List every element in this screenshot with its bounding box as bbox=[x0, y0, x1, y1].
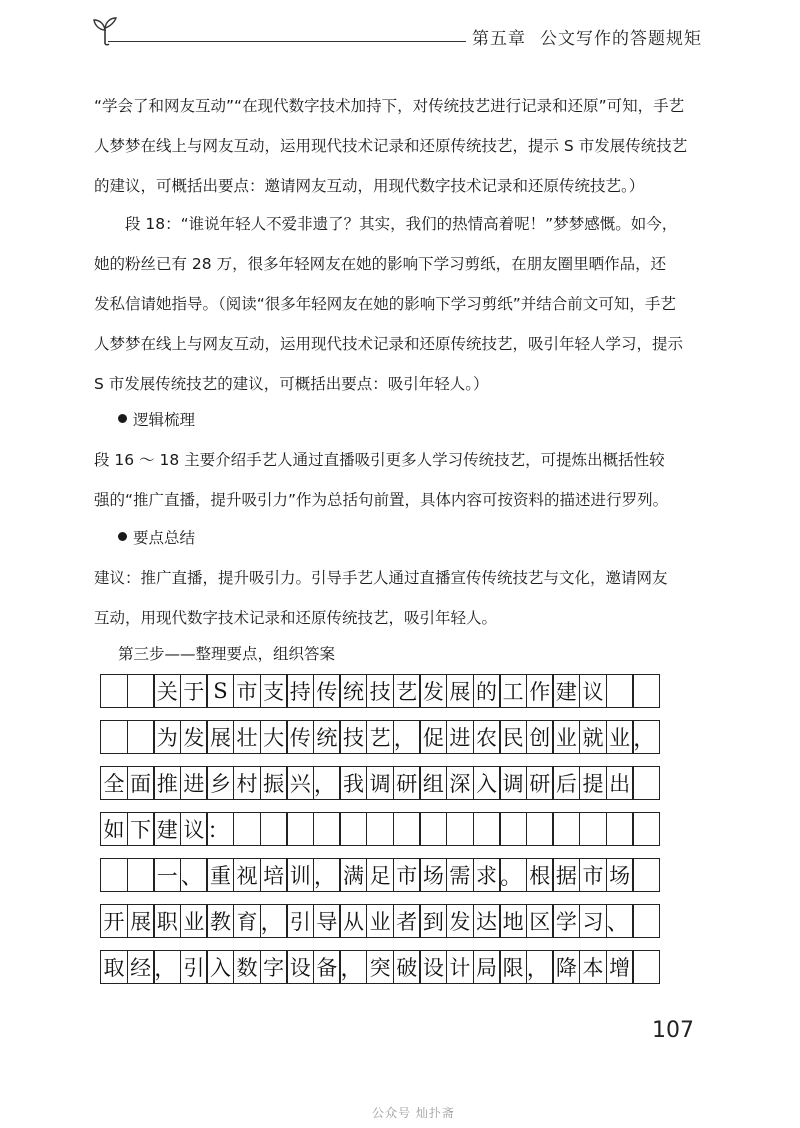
grid-cell: 村 bbox=[233, 766, 261, 800]
grid-cell: 调 bbox=[499, 766, 527, 800]
grid-cell: ， bbox=[313, 858, 341, 892]
grid-cell: 业 bbox=[366, 904, 394, 938]
grid-cell: ， bbox=[632, 720, 660, 754]
grid-cell: 展 bbox=[206, 720, 234, 754]
bullet-label: 要点总结 bbox=[133, 529, 196, 547]
grid-cell: 需 bbox=[446, 858, 474, 892]
grid-cell: 视 bbox=[233, 858, 261, 892]
grid-cell: ： bbox=[206, 812, 234, 846]
grid-cell: ， bbox=[313, 766, 341, 800]
grid-cell: ， bbox=[153, 950, 181, 984]
grid-cell bbox=[366, 812, 394, 846]
grid-cell: 开 bbox=[100, 904, 128, 938]
grid-cell: 统 bbox=[313, 720, 341, 754]
grid-cell: 展 bbox=[127, 904, 155, 938]
grid-cell: 统 bbox=[339, 674, 367, 708]
grid-cell: 出 bbox=[606, 766, 634, 800]
text-line: 发私信请她指导。（阅读“很多年轻网友在她的影响下学习剪纸”并结合前文可知，手艺 bbox=[94, 295, 676, 313]
grid-row bbox=[100, 766, 688, 800]
grid-cell: 如 bbox=[100, 812, 128, 846]
grid-cell: 业 bbox=[606, 720, 634, 754]
grid-cell: 就 bbox=[579, 720, 607, 754]
grid-cell bbox=[632, 858, 660, 892]
grid-cell: 全 bbox=[100, 766, 128, 800]
grid-cell bbox=[552, 812, 580, 846]
grid-cell: 求 bbox=[473, 858, 501, 892]
grid-cell: 创 bbox=[526, 720, 554, 754]
grid-cell: 研 bbox=[393, 766, 421, 800]
header-rule bbox=[108, 41, 466, 42]
grid-cell bbox=[473, 812, 501, 846]
grid-cell bbox=[260, 812, 288, 846]
grid-cell: 研 bbox=[526, 766, 554, 800]
grid-cell: 育 bbox=[233, 904, 261, 938]
grid-cell: 后 bbox=[552, 766, 580, 800]
bullet-dot-icon bbox=[118, 532, 127, 541]
running-head bbox=[472, 24, 702, 49]
grid-cell: 的 bbox=[473, 674, 501, 708]
text-line: 强的“推广直播，提升吸引力”作为总括句前置，具体内容可按资料的描述进行罗列。 bbox=[94, 491, 669, 509]
text-line: 她的粉丝已有 28 万，很多年轻网友在她的影响下学习剪纸，在朋友圈里晒作品，还 bbox=[94, 255, 667, 273]
grid-cell: 设 bbox=[419, 950, 447, 984]
text-line: S 市发展传统技艺的建议，可概括出要点：吸引年轻人。） bbox=[94, 375, 489, 393]
paragraph-4 bbox=[94, 558, 694, 638]
grid-cell: 市 bbox=[233, 674, 261, 708]
grid-cell bbox=[313, 812, 341, 846]
grid-cell: 持 bbox=[286, 674, 314, 708]
grid-cell: ， bbox=[260, 904, 288, 938]
page-header bbox=[0, 0, 800, 60]
grid-row bbox=[100, 950, 688, 984]
paragraph-3 bbox=[94, 440, 694, 520]
grid-cell: 一 bbox=[153, 858, 181, 892]
grid-cell bbox=[127, 858, 155, 892]
paragraph-1 bbox=[94, 86, 694, 206]
grid-cell: 支 bbox=[260, 674, 288, 708]
grid-cell: 传 bbox=[286, 720, 314, 754]
bullet-summary bbox=[118, 526, 195, 548]
grid-row bbox=[100, 812, 688, 846]
grid-cell bbox=[632, 950, 660, 984]
grid-cell: 业 bbox=[552, 720, 580, 754]
grid-cell: 壮 bbox=[233, 720, 261, 754]
grid-cell: 足 bbox=[366, 858, 394, 892]
grid-cell: 满 bbox=[339, 858, 367, 892]
chapter-title: 公文写作的答题规矩 bbox=[540, 29, 702, 49]
text-line: 人梦梦在线上与网友互动，运用现代技术记录和还原传统技艺，提示 S 市发展传统技艺 bbox=[94, 137, 688, 155]
grid-cell: 到 bbox=[419, 904, 447, 938]
grid-cell: 展 bbox=[446, 674, 474, 708]
grid-cell: 场 bbox=[419, 858, 447, 892]
grid-cell bbox=[419, 812, 447, 846]
grid-cell bbox=[632, 766, 660, 800]
grid-cell bbox=[579, 812, 607, 846]
grid-cell bbox=[632, 812, 660, 846]
grid-cell: 经 bbox=[127, 950, 155, 984]
grid-cell: 重 bbox=[206, 858, 234, 892]
grid-cell: 提 bbox=[579, 766, 607, 800]
text-line: 互动，用现代数字技术记录和还原传统技艺，吸引年轻人。 bbox=[94, 609, 498, 627]
grid-cell: 工 bbox=[499, 674, 527, 708]
grid-cell bbox=[632, 674, 660, 708]
grid-cell: 艺 bbox=[366, 720, 394, 754]
grid-cell: 关 bbox=[153, 674, 181, 708]
grid-cell: 降 bbox=[552, 950, 580, 984]
grid-cell: 字 bbox=[260, 950, 288, 984]
grid-cell: 职 bbox=[153, 904, 181, 938]
grid-cell bbox=[499, 812, 527, 846]
grid-cell bbox=[339, 812, 367, 846]
grid-row bbox=[100, 720, 688, 754]
grid-cell: 习 bbox=[579, 904, 607, 938]
grid-cell: 乡 bbox=[206, 766, 234, 800]
grid-cell: 于 bbox=[180, 674, 208, 708]
grid-cell: 议 bbox=[180, 812, 208, 846]
grid-cell: 议 bbox=[579, 674, 607, 708]
grid-cell: 技 bbox=[339, 720, 367, 754]
grid-cell: 建 bbox=[153, 812, 181, 846]
grid-cell: 建 bbox=[552, 674, 580, 708]
grid-cell: 为 bbox=[153, 720, 181, 754]
grid-cell: 教 bbox=[206, 904, 234, 938]
grid-cell: 区 bbox=[526, 904, 554, 938]
grid-cell bbox=[393, 812, 421, 846]
grid-cell bbox=[632, 904, 660, 938]
sprout-icon bbox=[88, 14, 122, 48]
grid-cell bbox=[127, 674, 155, 708]
grid-cell: 振 bbox=[260, 766, 288, 800]
grid-cell: 达 bbox=[473, 904, 501, 938]
grid-cell bbox=[100, 858, 128, 892]
grid-cell bbox=[100, 720, 128, 754]
grid-cell: 我 bbox=[339, 766, 367, 800]
grid-cell: 兴 bbox=[286, 766, 314, 800]
page-number: 107 bbox=[652, 1018, 694, 1043]
grid-cell: 地 bbox=[499, 904, 527, 938]
grid-cell: 作 bbox=[526, 674, 554, 708]
bullet-logic bbox=[118, 408, 195, 430]
grid-row bbox=[100, 674, 688, 708]
text-line: 建议：推广直播，提升吸引力。引导手艺人通过直播宣传传统技艺与文化，邀请网友 bbox=[94, 569, 668, 587]
grid-cell: 推 bbox=[153, 766, 181, 800]
grid-cell: 引 bbox=[180, 950, 208, 984]
grid-row bbox=[100, 904, 688, 938]
grid-cell: 场 bbox=[606, 858, 634, 892]
text-line: “学会了和网友互动”“在现代数字技术加持下，对传统技艺进行记录和还原”可知，手艺 bbox=[94, 97, 685, 115]
grid-cell bbox=[446, 812, 474, 846]
grid-cell: 取 bbox=[100, 950, 128, 984]
grid-cell: 导 bbox=[313, 904, 341, 938]
paragraph-2 bbox=[94, 204, 694, 404]
grid-cell: 者 bbox=[393, 904, 421, 938]
grid-cell: 限 bbox=[499, 950, 527, 984]
grid-cell bbox=[606, 674, 634, 708]
grid-cell: 大 bbox=[260, 720, 288, 754]
grid-cell: 设 bbox=[286, 950, 314, 984]
grid-cell: 技 bbox=[366, 674, 394, 708]
grid-cell bbox=[127, 720, 155, 754]
grid-cell: 本 bbox=[579, 950, 607, 984]
grid-cell: 调 bbox=[366, 766, 394, 800]
grid-cell: ， bbox=[393, 720, 421, 754]
grid-cell: 民 bbox=[499, 720, 527, 754]
grid-cell: 发 bbox=[419, 674, 447, 708]
grid-cell: 促 bbox=[419, 720, 447, 754]
grid-cell: 传 bbox=[313, 674, 341, 708]
grid-cell: 发 bbox=[180, 720, 208, 754]
grid-cell: 组 bbox=[419, 766, 447, 800]
grid-cell: 局 bbox=[473, 950, 501, 984]
text-line: 段 18：“谁说年轻人不爱非遗了？其实，我们的热情高着呢！”梦梦感慨。如今， bbox=[94, 215, 678, 233]
grid-cell: 市 bbox=[579, 858, 607, 892]
grid-cell: 发 bbox=[446, 904, 474, 938]
grid-cell: 根 bbox=[526, 858, 554, 892]
grid-cell: 备 bbox=[313, 950, 341, 984]
grid-cell: 业 bbox=[180, 904, 208, 938]
watermark: 公众号 灿扑斋 bbox=[372, 1106, 455, 1120]
grid-cell: 从 bbox=[339, 904, 367, 938]
grid-cell: 市 bbox=[393, 858, 421, 892]
grid-cell: 计 bbox=[446, 950, 474, 984]
grid-cell: 破 bbox=[393, 950, 421, 984]
grid-cell: 培 bbox=[260, 858, 288, 892]
grid-cell: 艺 bbox=[393, 674, 421, 708]
grid-cell: 学 bbox=[552, 904, 580, 938]
chapter-label: 第五章 bbox=[472, 29, 526, 49]
step-title: 第三步——整理要点，组织答案 bbox=[118, 645, 336, 663]
grid-cell: S bbox=[206, 674, 234, 708]
grid-cell: 入 bbox=[473, 766, 501, 800]
grid-cell: ， bbox=[339, 950, 367, 984]
grid-cell bbox=[526, 812, 554, 846]
grid-cell bbox=[286, 812, 314, 846]
text-line: 的建议，可概括出要点：邀请网友互动，用现代数字技术记录和还原传统技艺。） bbox=[94, 177, 645, 195]
grid-cell: ， bbox=[526, 950, 554, 984]
grid-cell bbox=[606, 812, 634, 846]
grid-cell: 下 bbox=[127, 812, 155, 846]
bullet-dot-icon bbox=[118, 414, 127, 423]
bullet-label: 逻辑梳理 bbox=[133, 411, 196, 429]
text-line: 段 16 ～ 18 主要介绍手艺人通过直播吸引更多人学习传统技艺，可提炼出概括性较 bbox=[94, 451, 665, 469]
text-line: 人梦梦在线上与网友互动，运用现代技术记录和还原传统技艺，吸引年轻人学习，提示 bbox=[94, 335, 684, 353]
grid-cell: 引 bbox=[286, 904, 314, 938]
grid-cell bbox=[233, 812, 261, 846]
grid-cell: 训 bbox=[286, 858, 314, 892]
grid-cell: 突 bbox=[366, 950, 394, 984]
grid-cell: 进 bbox=[446, 720, 474, 754]
grid-cell: 入 bbox=[206, 950, 234, 984]
grid-cell: 深 bbox=[446, 766, 474, 800]
grid-cell: 。 bbox=[499, 858, 527, 892]
grid-cell: 数 bbox=[233, 950, 261, 984]
grid-cell bbox=[100, 674, 128, 708]
grid-cell: 、 bbox=[606, 904, 634, 938]
grid-cell: 据 bbox=[552, 858, 580, 892]
grid-cell: 增 bbox=[606, 950, 634, 984]
grid-cell: 、 bbox=[180, 858, 208, 892]
grid-cell: 进 bbox=[180, 766, 208, 800]
grid-cell: 农 bbox=[473, 720, 501, 754]
grid-row bbox=[100, 858, 688, 892]
grid-cell: 面 bbox=[127, 766, 155, 800]
